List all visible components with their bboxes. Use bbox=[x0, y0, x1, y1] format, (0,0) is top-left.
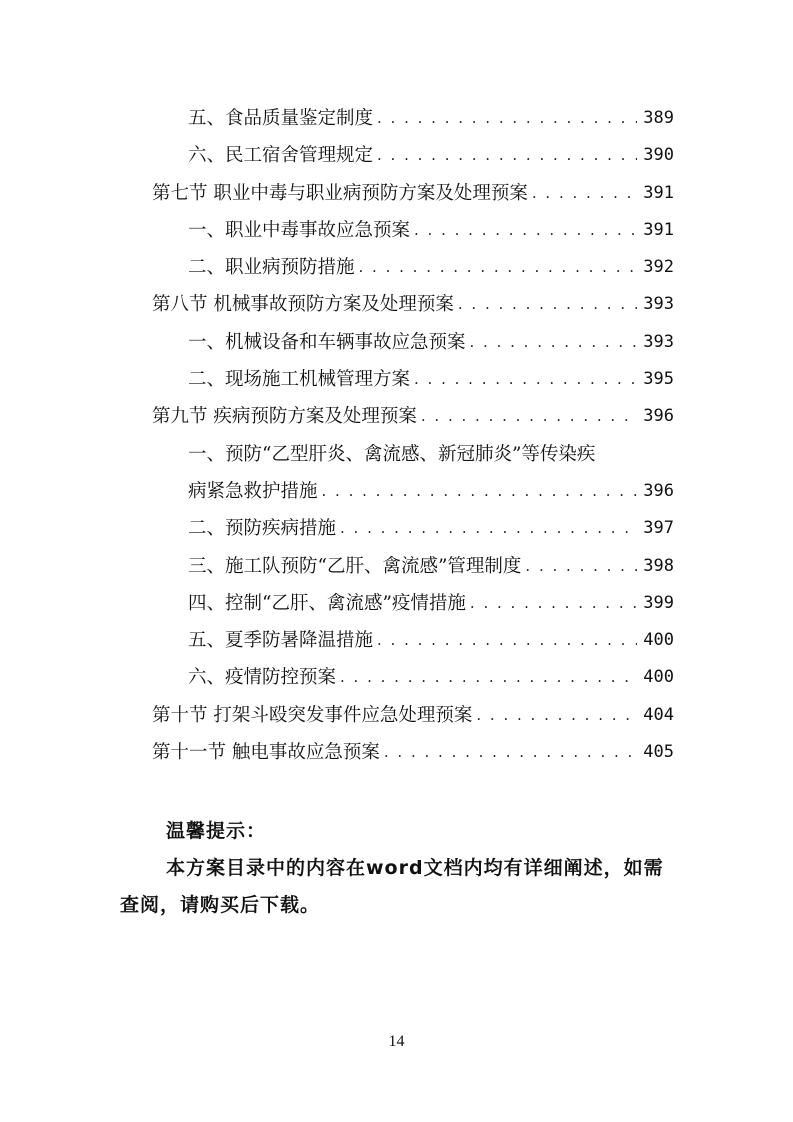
toc-entry-page: 404 bbox=[643, 704, 674, 725]
toc-entry-title: 五、食品质量鉴定制度 bbox=[188, 108, 374, 129]
toc-leader-dots bbox=[470, 324, 638, 361]
toc-leader-dots bbox=[458, 286, 637, 323]
toc-entry-page: 391 bbox=[643, 219, 674, 240]
toc-entry-title: 第十节 打架斗殴突发事件应急处理预案 bbox=[152, 704, 473, 726]
toc-entry[interactable] bbox=[152, 249, 674, 286]
toc-entry-title: 第八节 机械事故预防方案及处理预案 bbox=[152, 294, 454, 316]
toc-entry-page: 393 bbox=[643, 294, 674, 315]
toc-entry-page: 392 bbox=[643, 257, 674, 278]
toc-entry-title: 二、预防疾病措施 bbox=[188, 518, 337, 540]
toc-entry[interactable] bbox=[152, 659, 674, 696]
toc-entry-title: 一、机械设备和车辆事故应急预案 bbox=[188, 331, 466, 353]
toc-leader-dots bbox=[421, 398, 637, 435]
toc-leader-dots bbox=[340, 659, 637, 696]
toc-leader-dots bbox=[414, 361, 637, 398]
toc-entry[interactable] bbox=[152, 212, 674, 249]
toc-entry[interactable] bbox=[152, 398, 674, 435]
toc-entry-page: 400 bbox=[643, 630, 674, 651]
page-number: 14 bbox=[388, 1033, 405, 1050]
toc-entry-title: 四、控制“乙肝、禽流感”疫情措施 bbox=[188, 592, 466, 614]
toc-entry[interactable] bbox=[152, 100, 674, 137]
toc-entry-page: 389 bbox=[643, 108, 674, 128]
toc-entry[interactable] bbox=[152, 473, 674, 510]
toc-entry[interactable] bbox=[152, 436, 674, 473]
toc-entry[interactable] bbox=[152, 324, 674, 361]
toc-entry-title: 六、民工宿舍管理规定 bbox=[188, 145, 374, 167]
toc-leader-dots bbox=[532, 175, 637, 212]
toc-entry-title: 病紧急救护措施 bbox=[188, 480, 318, 502]
toc-entry-page: 396 bbox=[643, 480, 674, 501]
table-of-contents bbox=[152, 100, 674, 771]
toc-leader-dots bbox=[414, 212, 637, 249]
toc-entry[interactable] bbox=[152, 137, 674, 174]
toc-entry-page: 391 bbox=[643, 182, 674, 203]
toc-entry-title: 二、现场施工机械管理方案 bbox=[188, 369, 411, 391]
toc-entry[interactable] bbox=[152, 510, 674, 547]
tip-title: 温馨提示： bbox=[166, 820, 267, 842]
toc-entry[interactable] bbox=[152, 361, 674, 398]
toc-leader-dots bbox=[377, 100, 637, 137]
toc-entry[interactable] bbox=[152, 734, 674, 771]
toc-entry-title: 五、夏季防暑降温措施 bbox=[188, 630, 374, 652]
toc-leader-dots bbox=[340, 510, 637, 547]
toc-entry-page: 405 bbox=[643, 742, 674, 763]
toc-entry-page: 398 bbox=[643, 555, 674, 576]
toc-entry-title: 三、施工队预防“乙肝、禽流感”管理制度 bbox=[188, 555, 522, 577]
toc-entry-page: 397 bbox=[643, 518, 674, 539]
toc-entry-title: 第七节 职业中毒与职业病预防方案及处理预案 bbox=[152, 182, 528, 204]
toc-entry-page: 390 bbox=[643, 145, 674, 166]
toc-entry-page: 396 bbox=[643, 406, 674, 427]
toc-leader-dots bbox=[377, 137, 637, 174]
toc-leader-dots bbox=[476, 697, 637, 734]
toc-entry[interactable] bbox=[152, 585, 674, 622]
toc-leader-dots bbox=[359, 249, 638, 286]
toc-entry[interactable] bbox=[152, 548, 674, 585]
toc-entry-title: 六、疫情防控预案 bbox=[188, 667, 337, 689]
toc-entry-page: 400 bbox=[643, 667, 674, 688]
toc-entry-title: 第九节 疾病预防方案及处理预案 bbox=[152, 406, 417, 428]
tip-body: 本方案目录中的内容在word文档内均有详细阐述，如需查阅，请购买后下载。 bbox=[120, 857, 664, 916]
toc-entry[interactable] bbox=[152, 286, 674, 323]
toc-leader-dots bbox=[384, 734, 637, 771]
toc-leader-dots bbox=[525, 548, 637, 585]
toc-entry-page: 393 bbox=[643, 331, 674, 352]
toc-entry-title: 一、预防“乙型肝炎、禽流感、新冠肺炎”等传染疾 bbox=[188, 443, 596, 465]
toc-entry[interactable] bbox=[152, 175, 674, 212]
toc-entry[interactable] bbox=[152, 697, 674, 734]
toc-entry-page: 399 bbox=[643, 592, 674, 613]
toc-leader-dots bbox=[470, 585, 637, 622]
toc-leader-dots bbox=[377, 622, 637, 659]
toc-entry-page: 395 bbox=[643, 369, 674, 390]
toc-entry-title: 二、职业病预防措施 bbox=[188, 257, 355, 279]
toc-entry-title: 第十一节 触电事故应急预案 bbox=[152, 742, 380, 764]
toc-entry[interactable] bbox=[152, 622, 674, 659]
toc-leader-dots bbox=[322, 473, 638, 510]
toc-entry-title: 一、职业中毒事故应急预案 bbox=[188, 219, 411, 241]
